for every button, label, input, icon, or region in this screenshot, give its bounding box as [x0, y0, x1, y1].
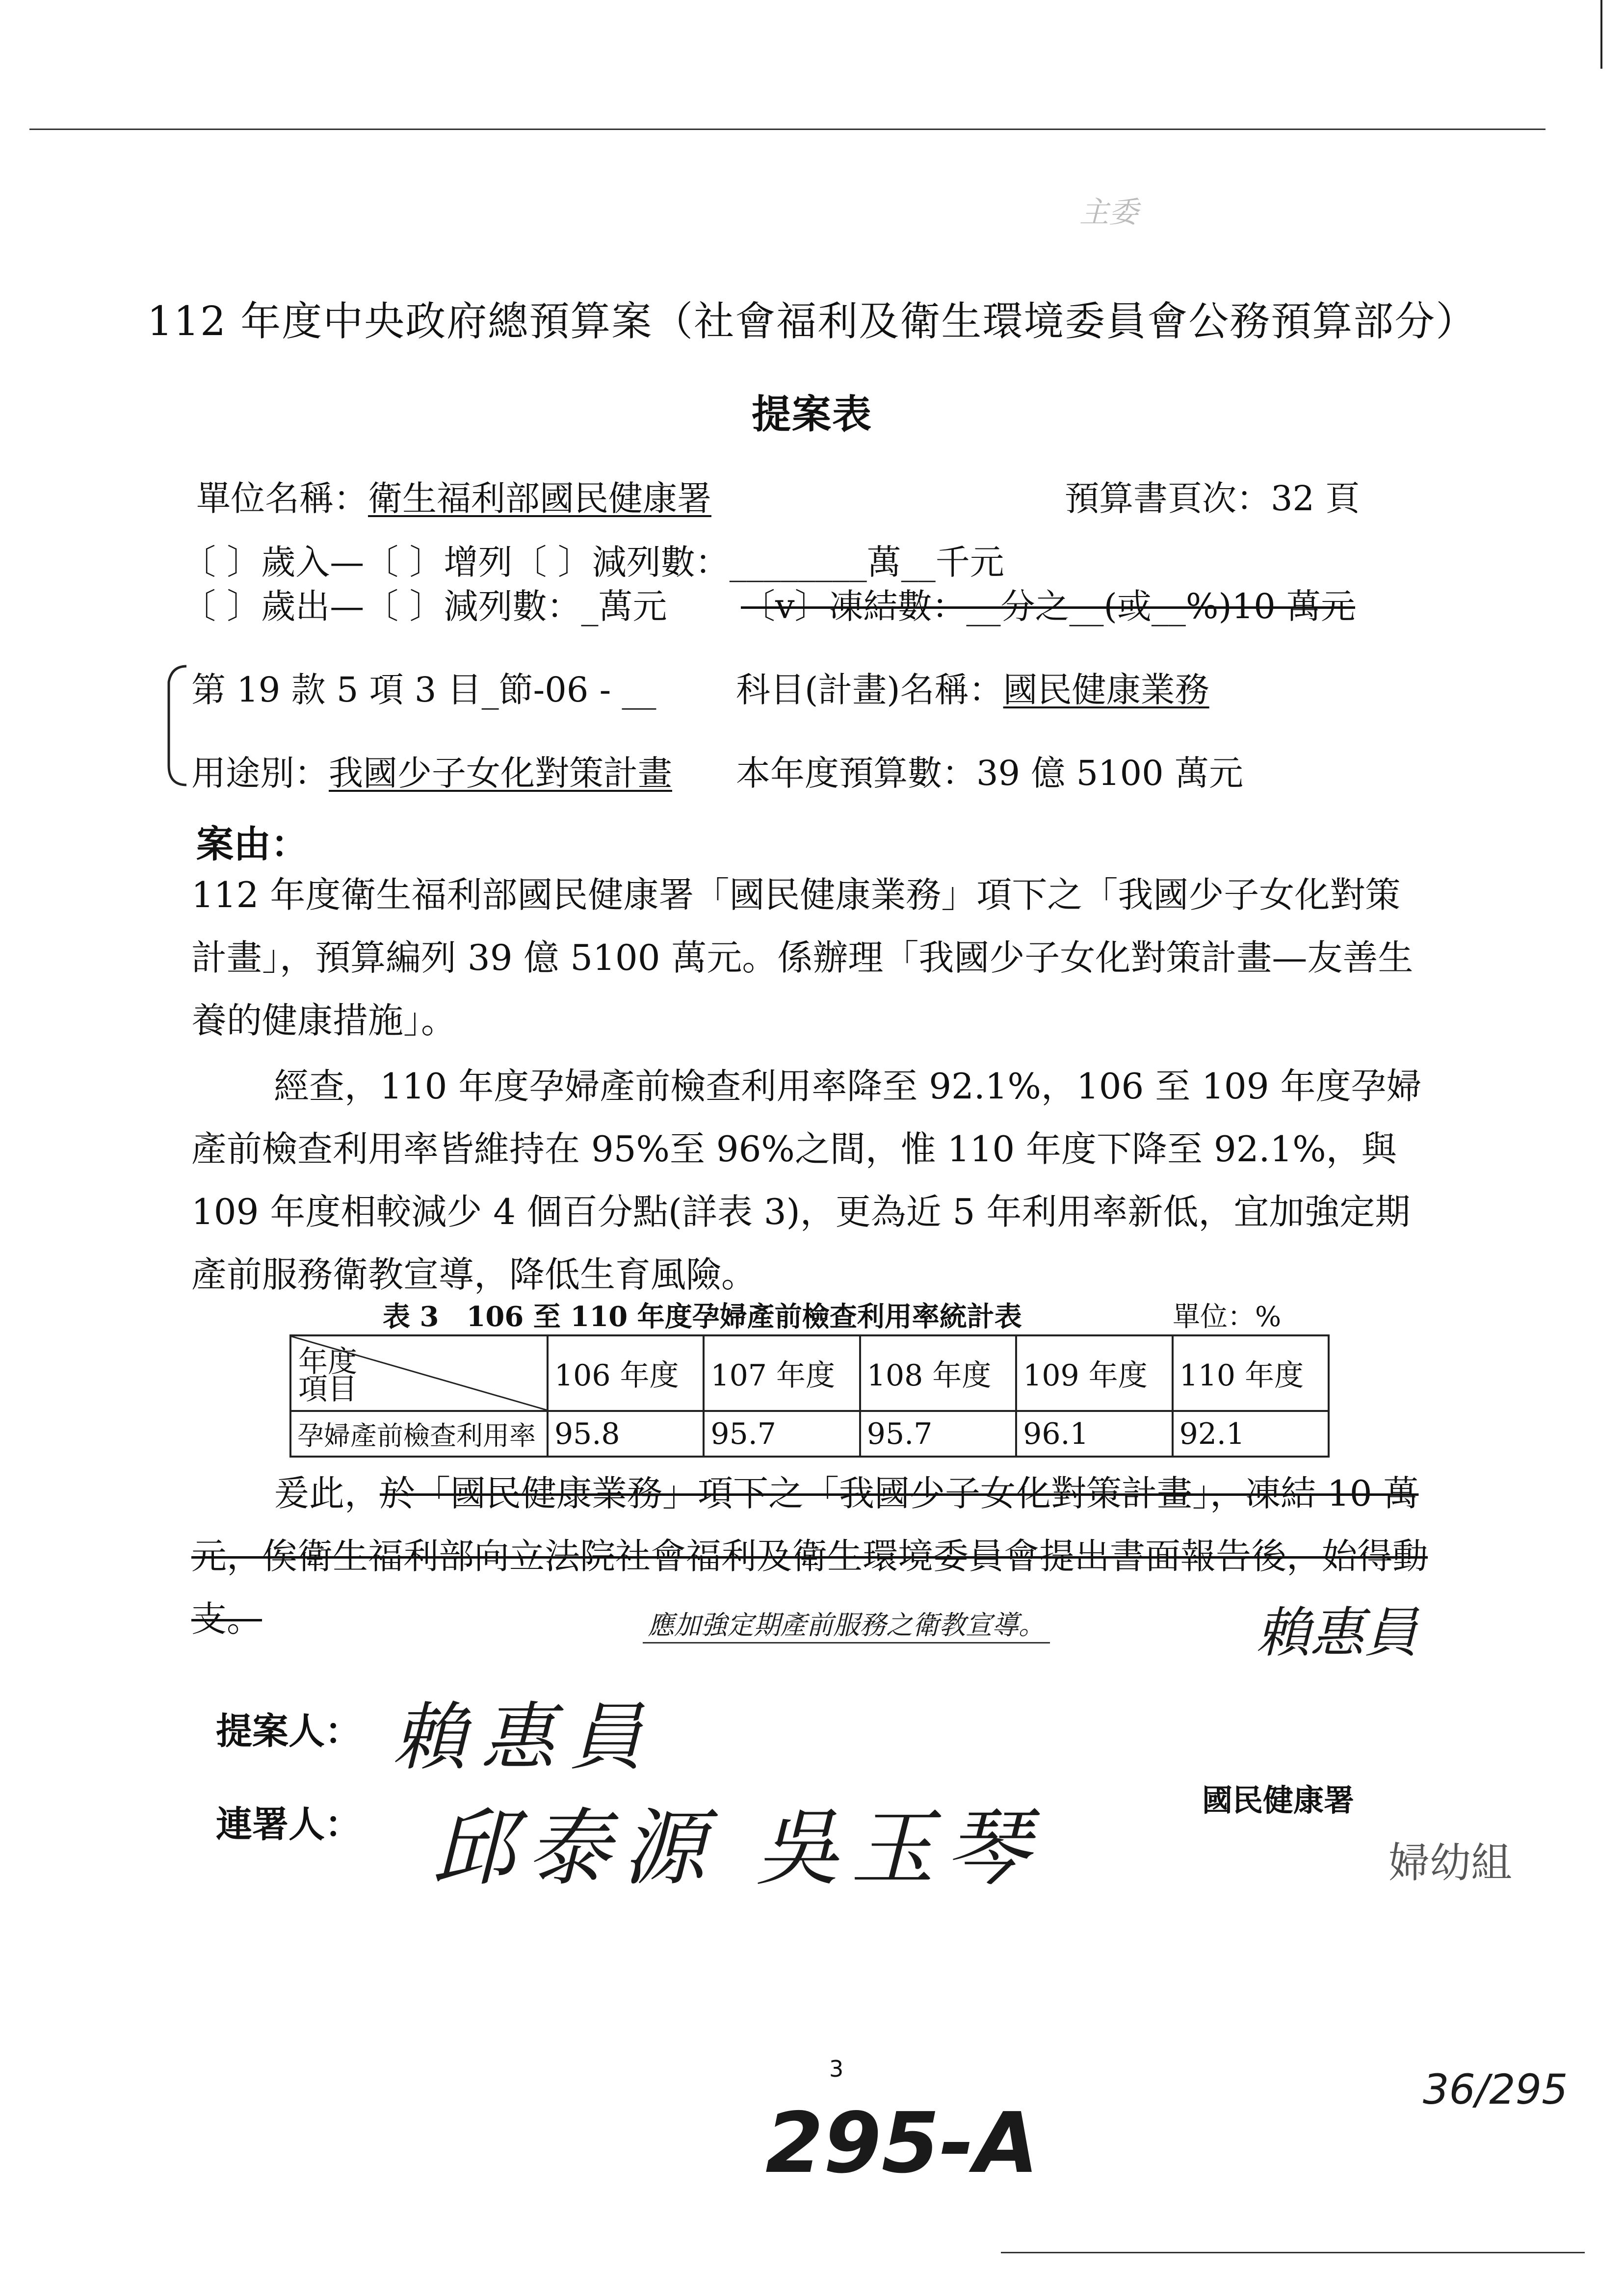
table-cell: 95.8	[548, 1411, 704, 1457]
table-row	[290, 1411, 1329, 1457]
resolution-lead: 爰此，	[274, 1473, 380, 1514]
table-caption: 表 3 106 至 110 年度孕婦產前檢查利用率統計表	[383, 1301, 1022, 1333]
subject-line	[736, 662, 1209, 712]
reason-heading: 案由：	[196, 822, 308, 866]
table-cell: 92.1	[1173, 1411, 1329, 1457]
document-subtitle: 提案表	[752, 391, 872, 437]
revenue-line: 〔 〕歲入—〔 〕增列〔 〕減列數：________萬__千元	[182, 542, 1004, 582]
table-cell: 95.7	[860, 1411, 1016, 1457]
stat-table	[289, 1334, 1330, 1458]
proposer-signature: 賴惠員	[393, 1695, 658, 1780]
usage-label: 用途別：	[191, 753, 329, 793]
handwritten-amendment: 應加強定期產前服務之衛教宣導。	[643, 1604, 1050, 1644]
corner-year: 年度	[298, 1345, 357, 1379]
document-title: 112 年度中央政府總預算案（社會福利及衛生環境委員會公務預算部分）	[147, 298, 1477, 345]
document-code: 295-A	[765, 2095, 1039, 2192]
row-label: 孕婦產前檢查利用率	[290, 1411, 548, 1457]
reason-paragraph-2: 經查，110 年度孕婦產前檢查利用率降至 92.1%，106 至 109 年度孕婦產前檢查利用率皆維持在 95%至 96%之間，惟 110 年度下降至 92.1%，與 109 年度相較減少 4 個百分點(詳表 3)，更為近 5 年利用率新低，宜加強定期產前服務衛教宣導，降低生育風險。	[191, 1066, 1422, 1295]
budget-label: 本年度預算數：	[736, 753, 976, 793]
page-code: 36/295	[1423, 2065, 1568, 2113]
budget-line	[736, 746, 1243, 795]
bottom-rule	[1001, 2252, 1585, 2253]
section-line: 第 19 款 5 項 3 目_節-06 - __	[191, 670, 656, 710]
corner-mark: 主委	[1079, 195, 1138, 230]
resolution-struck-text: 於「國民健康業務」項下之「我國少子女化對策計畫」，凍結 10 萬元，俟衛生福利部向立法院社會福利及衛生環境委員會提出書面報告後，始得動支。	[191, 1473, 1428, 1640]
table-corner-cell	[290, 1335, 548, 1411]
column-header: 106 年度	[548, 1335, 704, 1411]
table-cell: 95.7	[704, 1411, 860, 1457]
agency-stamp: 國民健康署	[1202, 1782, 1355, 1818]
cosigner-signatures: 邱泰源 吳玉琴	[432, 1800, 1042, 1897]
unit-value: 衛生福利部國民健康署	[368, 478, 711, 519]
proposer-label: 提案人：	[216, 1710, 361, 1752]
table-header-row	[290, 1335, 1329, 1411]
page-ref: 預算書頁次：32 頁	[1065, 478, 1360, 519]
cosigner-label: 連署人：	[216, 1803, 361, 1846]
column-header: 108 年度	[860, 1335, 1016, 1411]
top-rule	[29, 129, 1545, 130]
unit-label: 單位名稱：	[196, 478, 368, 519]
column-header: 107 年度	[704, 1335, 860, 1411]
column-header: 109 年度	[1016, 1335, 1172, 1411]
table-unit: 單位：%	[1173, 1301, 1282, 1333]
table-cell: 96.1	[1016, 1411, 1172, 1457]
division-stamp: 婦幼組	[1388, 1839, 1513, 1887]
column-header: 110 年度	[1173, 1335, 1329, 1411]
page-number: 3	[829, 2056, 844, 2082]
subject-value: 國民健康業務	[1003, 670, 1209, 710]
scan-edge	[1600, 0, 1602, 69]
initial-signature: 賴惠員	[1256, 1601, 1418, 1664]
usage-line	[191, 746, 672, 795]
corner-item: 項目	[298, 1372, 357, 1407]
usage-value: 我國少子女化對策計畫	[329, 753, 672, 793]
frozen-amount: 〔v〕凍結數：__分之__(或__%)10 萬元	[741, 586, 1356, 626]
reason-paragraph-1: 112 年度衛生福利部國民健康署「國民健康業務」項下之「我國少子女化對策計畫」，預算編列 39 億 5100 萬元。係辦理「我國少子女化對策計畫—友善生養的健康措施」。	[191, 874, 1414, 1041]
bracket-mark	[162, 662, 191, 790]
unit-line	[196, 471, 711, 521]
subject-label: 科目(計畫)名稱：	[736, 670, 1003, 710]
budget-value: 39 億 5100 萬元	[976, 753, 1243, 793]
expense-line: 〔 〕歲出—〔 〕減列數：_萬元	[182, 586, 667, 626]
